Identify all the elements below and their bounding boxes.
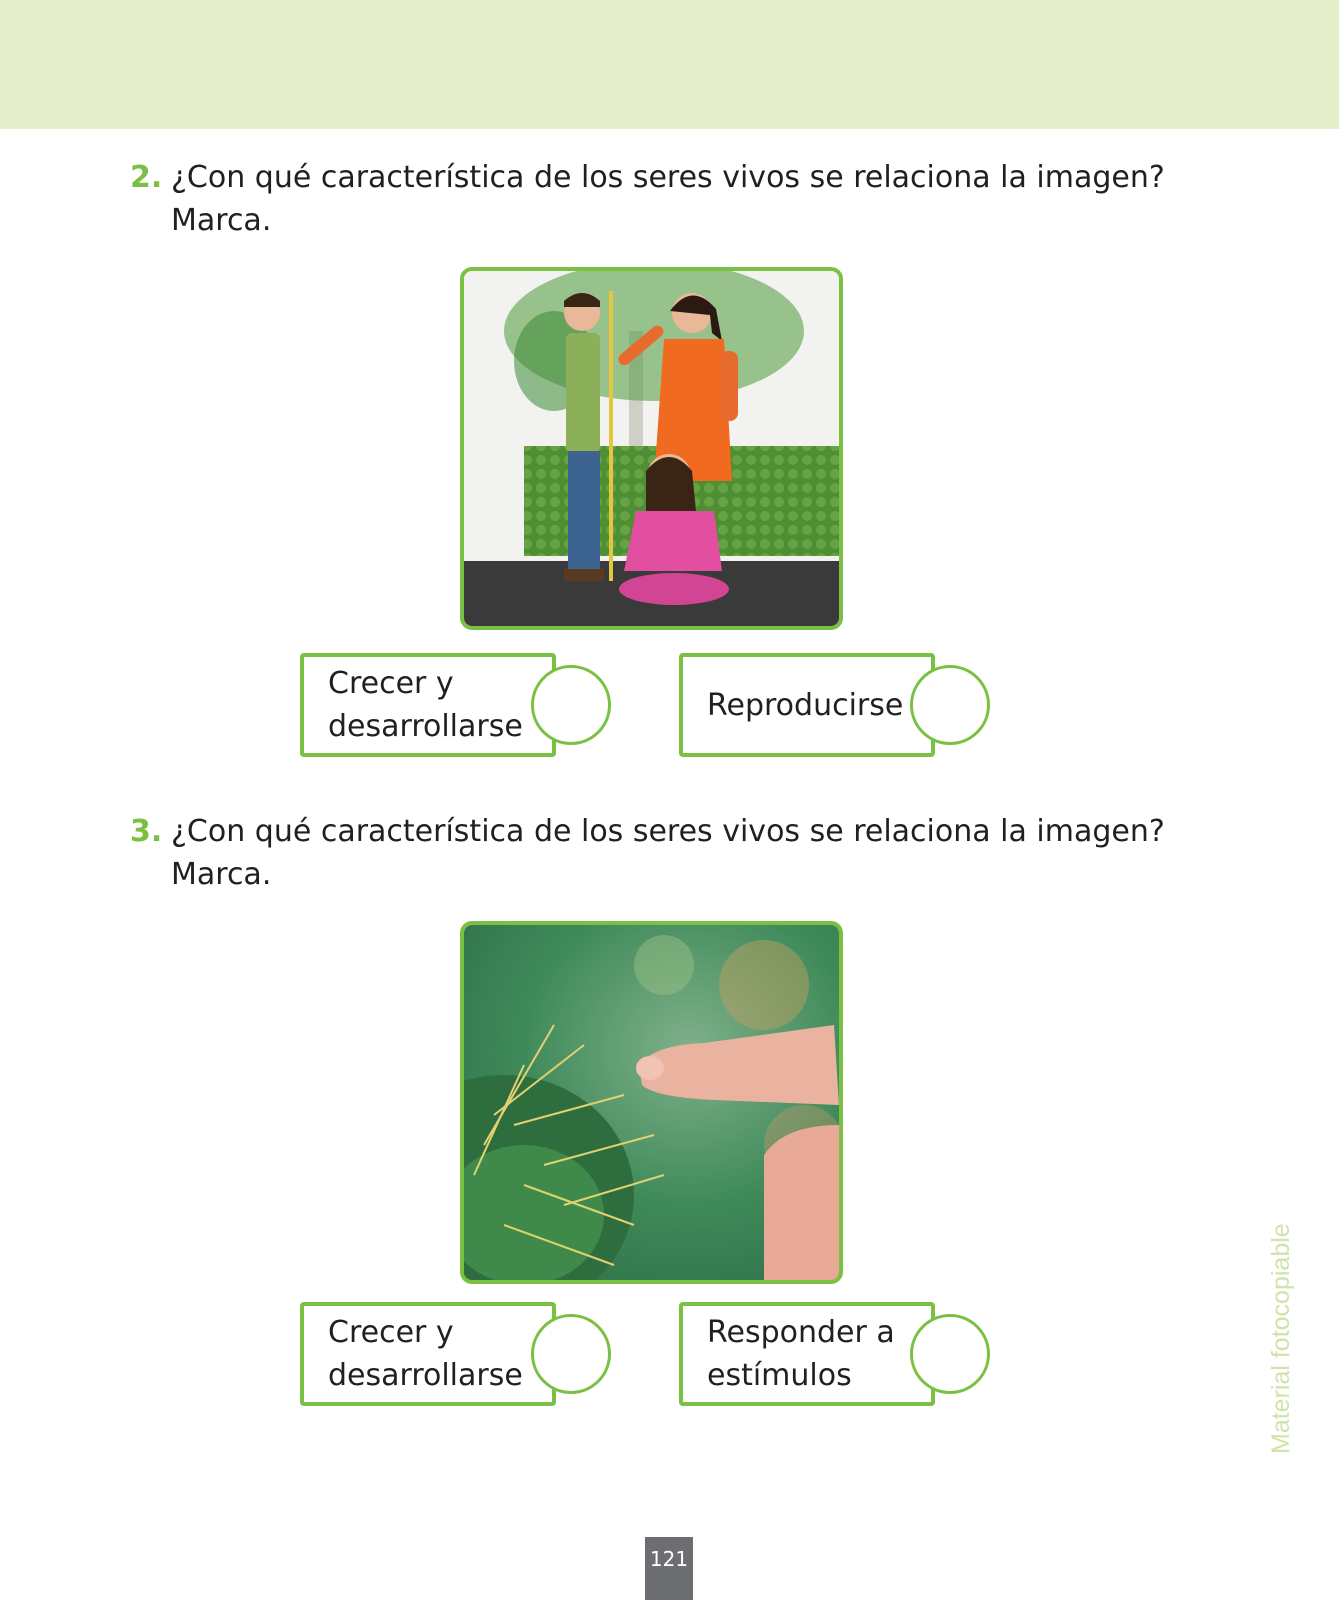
question-text: ¿Con qué característica de los seres vivos se relaciona la imagen? Marca. bbox=[171, 814, 1165, 892]
question-number: 2. bbox=[130, 160, 163, 195]
children-measuring-photo bbox=[460, 267, 843, 630]
header-band bbox=[0, 0, 1339, 129]
page-number: 121 bbox=[645, 1537, 693, 1600]
side-note: Material fotocopiable bbox=[1267, 1223, 1295, 1454]
option-crecer-desarrollarse bbox=[300, 653, 556, 757]
option-label: Crecer y desarrollarse bbox=[328, 1315, 523, 1393]
question-text: ¿Con qué característica de los seres vivos se relaciona la imagen? Marca. bbox=[171, 160, 1165, 238]
cactus-finger-photo bbox=[460, 921, 843, 1284]
children-measuring-height-photo-icon bbox=[464, 271, 839, 626]
answer-circle-crecer[interactable] bbox=[531, 665, 611, 745]
option-label: Crecer y desarrollarse bbox=[328, 666, 523, 744]
option-crecer-desarrollarse bbox=[300, 1302, 556, 1406]
option-responder-estimulos bbox=[679, 1302, 935, 1406]
option-label: Reproducirse bbox=[707, 687, 904, 723]
option-reproducirse bbox=[679, 653, 935, 757]
question-number: 3. bbox=[130, 814, 163, 849]
option-label: Responder a estímulos bbox=[707, 1315, 895, 1393]
answer-circle-crecer[interactable] bbox=[531, 1314, 611, 1394]
answer-circle-reproducirse[interactable] bbox=[910, 665, 990, 745]
answer-circle-responder[interactable] bbox=[910, 1314, 990, 1394]
finger-touching-cactus-photo-icon bbox=[464, 925, 839, 1280]
